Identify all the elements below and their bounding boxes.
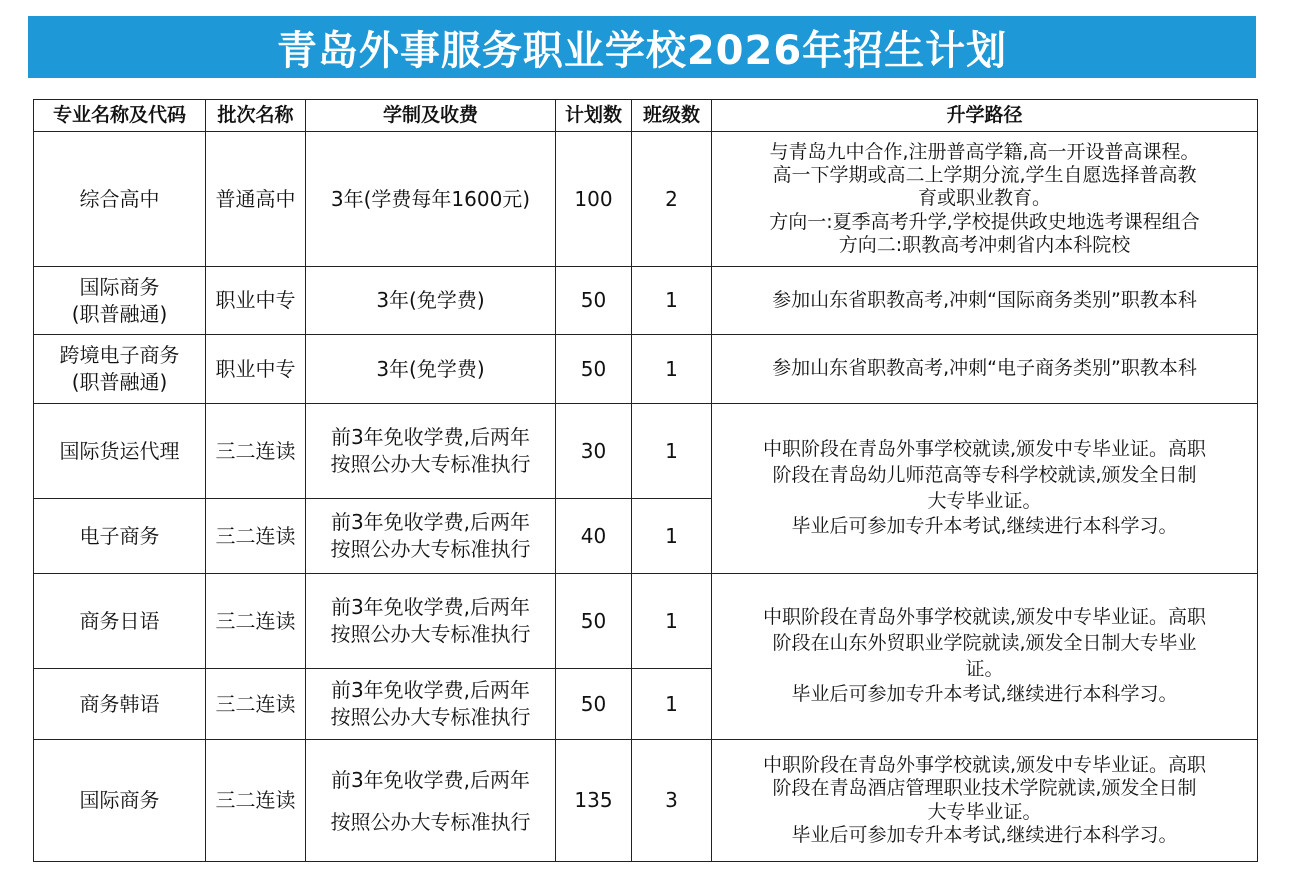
major-cell: 综合高中 [34, 132, 206, 267]
batch-cell: 三二连读 [206, 740, 306, 862]
plan-cell: 50 [556, 335, 632, 404]
table-row [34, 267, 1258, 335]
path-cell: 参加山东省职教高考,冲刺“电子商务类别”职教本科 [712, 335, 1258, 404]
fee-cell: 前3年免收学费,后两年 按照公办大专标准执行 [306, 404, 556, 499]
fee-cell: 3年(免学费) [306, 335, 556, 404]
classes-cell: 1 [632, 267, 712, 335]
major-cell: 电子商务 [34, 499, 206, 574]
classes-cell: 1 [632, 404, 712, 499]
major-cell: 国际货运代理 [34, 404, 206, 499]
table-row [34, 740, 1258, 862]
fee-cell: 3年(学费每年1600元) [306, 132, 556, 267]
header-row [34, 100, 1258, 132]
fee-cell: 前3年免收学费,后两年 按照公办大专标准执行 [306, 574, 556, 669]
header-plan: 计划数 [556, 100, 632, 132]
classes-cell: 1 [632, 574, 712, 669]
classes-cell: 1 [632, 499, 712, 574]
major-cell: 商务韩语 [34, 669, 206, 740]
batch-cell: 职业中专 [206, 335, 306, 404]
header-classes: 班级数 [632, 100, 712, 132]
fee-cell: 前3年免收学费,后两年 按照公办大专标准执行 [306, 499, 556, 574]
table-row [34, 132, 1258, 267]
header-fee: 学制及收费 [306, 100, 556, 132]
table-row [34, 574, 1258, 669]
table-row [34, 404, 1258, 499]
batch-cell: 职业中专 [206, 267, 306, 335]
path-cell: 中职阶段在青岛外事学校就读,颁发中专毕业证。高职 阶段在青岛酒店管理职业技术学院就读,颁发全日制 大专毕业证。 毕业后可参加专升本考试,继续进行本科学习。 [712, 740, 1258, 862]
classes-cell: 3 [632, 740, 712, 862]
title-banner [28, 16, 1256, 78]
plan-cell: 50 [556, 669, 632, 740]
batch-cell: 三二连读 [206, 499, 306, 574]
plan-cell: 100 [556, 132, 632, 267]
major-cell: 国际商务 [34, 740, 206, 862]
header-major: 专业名称及代码 [34, 100, 206, 132]
path-cell: 参加山东省职教高考,冲刺“国际商务类别”职教本科 [712, 267, 1258, 335]
plan-cell: 30 [556, 404, 632, 499]
fee-cell: 前3年免收学费,后两年 按照公办大专标准执行 [306, 669, 556, 740]
path-cell: 中职阶段在青岛外事学校就读,颁发中专毕业证。高职 阶段在山东外贸职业学院就读,颁发全日制大专毕业 证。 毕业后可参加专升本考试,继续进行本科学习。 [712, 574, 1258, 740]
path-cell: 中职阶段在青岛外事学校就读,颁发中专毕业证。高职 阶段在青岛幼儿师范高等专科学校就读,颁发全日制 大专毕业证。 毕业后可参加专升本考试,继续进行本科学习。 [712, 404, 1258, 574]
plan-cell: 50 [556, 267, 632, 335]
plan-cell: 50 [556, 574, 632, 669]
page-title: 青岛外事服务职业学校2026年招生计划 [276, 27, 1008, 74]
table-row [34, 335, 1258, 404]
classes-cell: 1 [632, 669, 712, 740]
fee-cell: 3年(免学费) [306, 267, 556, 335]
major-cell: 国际商务 (职普融通) [34, 267, 206, 335]
enrollment-plan-table [33, 99, 1258, 862]
fee-cell: 前3年免收学费,后两年 按照公办大专标准执行 [306, 740, 556, 862]
batch-cell: 普通高中 [206, 132, 306, 267]
classes-cell: 1 [632, 335, 712, 404]
plan-cell: 40 [556, 499, 632, 574]
classes-cell: 2 [632, 132, 712, 267]
batch-cell: 三二连读 [206, 404, 306, 499]
batch-cell: 三二连读 [206, 574, 306, 669]
major-cell: 跨境电子商务 (职普融通) [34, 335, 206, 404]
batch-cell: 三二连读 [206, 669, 306, 740]
major-cell: 商务日语 [34, 574, 206, 669]
plan-cell: 135 [556, 740, 632, 862]
header-batch: 批次名称 [206, 100, 306, 132]
path-cell: 与青岛九中合作,注册普高学籍,高一开设普高课程。 高一下学期或高二上学期分流,学生自愿选择普高教 育或职业教育。 方向一:夏季高考升学,学校提供政史地选考课程组合 方向二:职教高考冲刺省内本科院校 [712, 132, 1258, 267]
header-path: 升学路径 [712, 100, 1258, 132]
